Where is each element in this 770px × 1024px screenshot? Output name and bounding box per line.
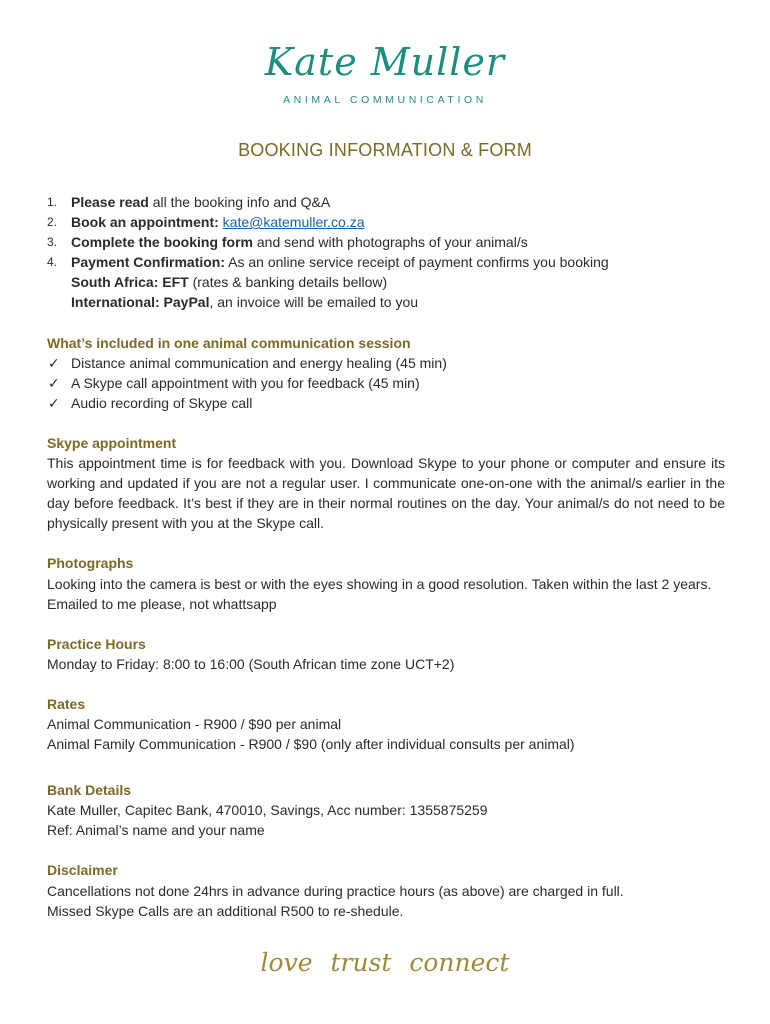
payment-detail: , an invoice will be emailed to you [209, 294, 419, 311]
skype-section [47, 433, 725, 533]
step-bold: Book an appointment: [71, 214, 219, 231]
included-item [47, 353, 725, 373]
payment-detail: (rates & banking details bellow) [188, 274, 388, 291]
step-item [47, 252, 725, 272]
skype-text: This appointment time is for feedback with you. Download Skype to your phone or computer and ensure its working and updated if you are not a regular user. I communicate one-on-one with the animal/s earlier in the day before feedback. It’s best if they are in their normal routines on the day. Your animal/s do not need to be physically present with you at the Skype call. [47, 455, 725, 532]
included-item [47, 373, 725, 393]
included-item-text: Audio recording of Skype call [71, 394, 253, 411]
step-number: 2. [47, 215, 58, 230]
included-item [47, 393, 725, 413]
step-text: and send with photographs of your animal/s [253, 234, 528, 251]
hours-text: Monday to Friday: 8:00 to 16:00 (South African time zone UCT+2) [47, 655, 455, 672]
included-item-text: Distance animal communication and energy healing (45 min) [71, 354, 447, 371]
logo-subtitle: ANIMAL COMMUNICATION [283, 94, 487, 106]
page-title: BOOKING INFORMATION & FORM [238, 140, 532, 160]
bank-line: Kate Muller, Capitec Bank, 470010, Savings, Acc number: 1355875259 [47, 802, 488, 819]
step-item [47, 192, 725, 212]
logo-name: Kate Muller [264, 40, 506, 84]
document-body [47, 192, 725, 921]
step-text: As an online service receipt of payment confirms you booking [225, 254, 609, 271]
bank-line: Ref: Animal’s name and your name [47, 822, 265, 839]
included-heading: What’s included in one animal communication session [47, 334, 411, 351]
checkmark-icon: ✓ [48, 374, 60, 391]
bank-heading: Bank Details [47, 782, 132, 799]
rates-heading: Rates [47, 695, 86, 712]
email-link[interactable]: kate@katemuller.co.za [222, 214, 365, 231]
step-number: 1. [47, 195, 58, 209]
step-bold: Payment Confirmation: [71, 254, 226, 271]
disclaimer-section [47, 860, 725, 920]
step-item [47, 232, 725, 252]
disclaimer-line: Missed Skype Calls are an additional R500 to re-shedule. [47, 902, 404, 919]
step-item [47, 212, 725, 232]
included-section [47, 333, 725, 413]
step-text: all the booking info and Q&A [148, 194, 331, 210]
checkmark-icon: ✓ [48, 354, 60, 371]
photographs-section [47, 553, 725, 613]
checkmark-icon: ✓ [48, 394, 60, 411]
tagline: love trust connect [260, 948, 510, 977]
payment-line [47, 292, 725, 312]
disclaimer-heading: Disclaimer [47, 862, 118, 879]
step-number: 3. [47, 235, 58, 250]
logo [0, 40, 770, 106]
step-bold: Complete the booking form [71, 234, 253, 251]
step-number: 4. [47, 255, 58, 270]
bank-section [47, 780, 725, 840]
hours-heading: Practice Hours [47, 635, 146, 652]
rates-section [47, 694, 725, 754]
included-list [47, 353, 725, 413]
payment-method: South Africa: EFT [71, 274, 189, 291]
step-bold: Please read [71, 194, 149, 210]
booking-steps [47, 192, 725, 313]
hours-section [47, 634, 725, 674]
photographs-text: Looking into the camera is best or with the eyes showing in a good resolution. Taken within the last 2 years. Emailed to me please, not whattsapp [47, 575, 712, 612]
skype-heading: Skype appointment [47, 434, 177, 451]
photographs-heading: Photographs [47, 555, 134, 572]
included-item-text: A Skype call appointment with you for feedback (45 min) [71, 374, 420, 391]
disclaimer-line: Cancellations not done 24hrs in advance during practice hours (as above) are charged in full. [47, 882, 624, 899]
rates-line: Animal Communication - R900 / $90 per animal [47, 715, 342, 732]
payment-line [47, 272, 725, 292]
payment-method: International: PayPal [71, 294, 210, 311]
rates-line: Animal Family Communication - R900 / $90 (only after individual consults per animal) [47, 736, 575, 753]
